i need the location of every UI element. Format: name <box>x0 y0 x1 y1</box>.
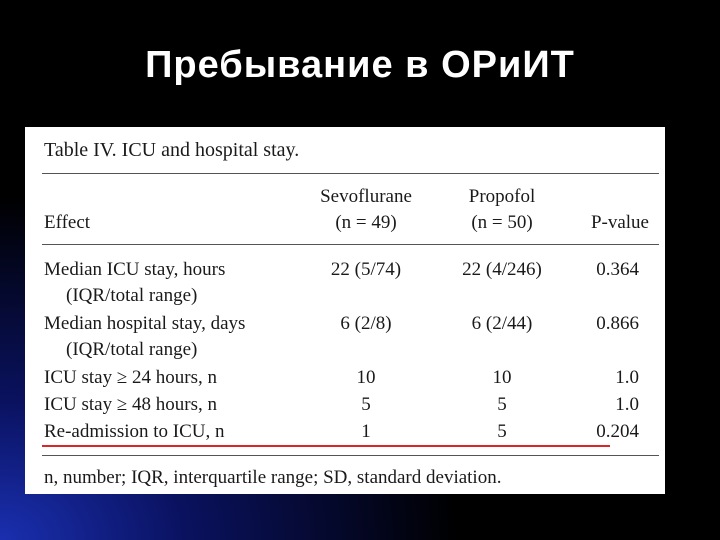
cell-pvalue: 1.0 <box>615 367 639 388</box>
header-sevoflurane: Sevoflurane <box>320 186 412 207</box>
cell-sevoflurane: 22 (5/74) <box>330 259 402 280</box>
cell-propofol: 5 <box>497 394 507 415</box>
cell-propofol: 6 (2/44) <box>471 313 533 334</box>
table-top-rule <box>42 173 659 174</box>
header-propofol-n: (n = 50) <box>471 212 533 233</box>
cell-pvalue: 0.364 <box>596 259 639 280</box>
cell-pvalue: 0.866 <box>596 313 639 334</box>
table-header-rule <box>42 244 659 245</box>
slide-title: Пребывание в ОРиИТ <box>145 44 575 86</box>
cell-sevoflurane: 1 <box>361 421 371 442</box>
cell-sevoflurane: 6 (2/8) <box>340 313 392 334</box>
header-pvalue: P-value <box>590 212 649 233</box>
table-caption: Table IV. ICU and hospital stay. <box>44 139 300 161</box>
header-propofol: Propofol <box>468 186 536 207</box>
table-image <box>25 127 665 494</box>
cell-sevoflurane: 5 <box>361 394 371 415</box>
table-footnote: n, number; IQR, interquartile range; SD, standard deviation. <box>44 467 502 488</box>
table-bottom-rule <box>42 455 659 456</box>
cell-propofol: 10 <box>492 367 512 388</box>
row-label: ICU stay ≥ 48 hours, n <box>44 394 217 415</box>
row-label: Median hospital stay, days <box>44 313 246 334</box>
cell-pvalue: 1.0 <box>615 394 639 415</box>
row-sublabel: (IQR/total range) <box>66 339 198 360</box>
header-sevoflurane-n: (n = 49) <box>335 212 397 233</box>
row-label: Median ICU stay, hours <box>44 259 226 280</box>
header-effect: Effect <box>44 212 91 233</box>
row-sublabel: (IQR/total range) <box>66 285 198 306</box>
row-label: ICU stay ≥ 24 hours, n <box>44 367 217 388</box>
cell-pvalue: 0.204 <box>596 421 639 442</box>
cell-sevoflurane: 10 <box>356 367 376 388</box>
highlight-underline <box>42 445 610 447</box>
cell-propofol: 5 <box>497 421 507 442</box>
cell-propofol: 22 (4/246) <box>462 259 542 280</box>
row-label: Re-admission to ICU, n <box>44 421 225 442</box>
